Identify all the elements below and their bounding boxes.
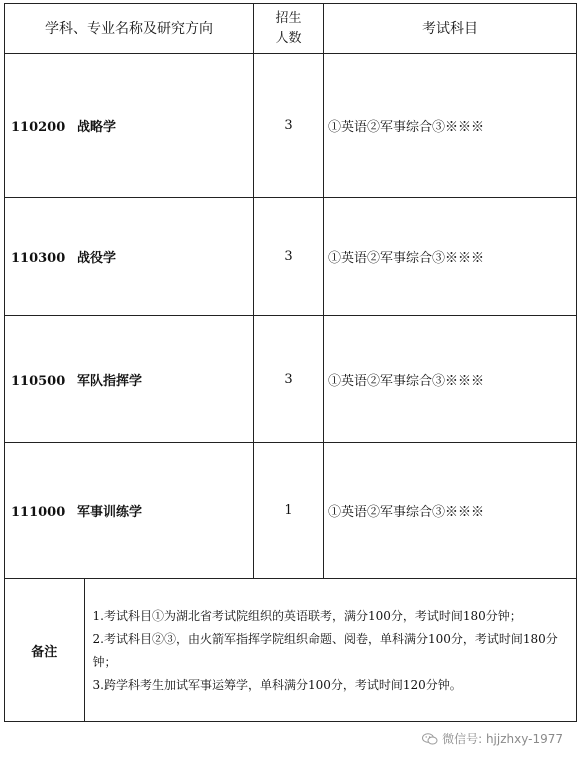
table-row [5, 198, 577, 316]
notes-row [5, 579, 577, 722]
major-name: 战役学 [77, 251, 117, 266]
enrollment-count: 3 [254, 54, 324, 198]
exam-subjects: ①英语②军事综合③※※※ [324, 54, 577, 198]
table-row [5, 316, 577, 443]
notes-body [84, 579, 576, 721]
enrollment-count: 3 [254, 316, 324, 443]
table-row [5, 443, 577, 579]
wechat-watermark [422, 730, 563, 747]
notes-container [5, 579, 577, 722]
major-cell [5, 198, 254, 316]
exam-subjects: ①英语②军事综合③※※※ [324, 443, 577, 579]
table-row [5, 54, 577, 198]
major-code: 111000 [11, 505, 66, 520]
header-count [254, 4, 324, 54]
note-item: 2.考试科目②③，由火箭军指挥学院组织命题、阅卷，单科满分100分，考试时间180分钟； [92, 632, 558, 669]
major-cell [5, 443, 254, 579]
major-cell [5, 316, 254, 443]
note-item: 3.跨学科考生加试军事运筹学，单科满分100分，考试时间120分钟。 [92, 678, 462, 692]
note-item: 1.考试科目①为湖北省考试院组织的英语联考，满分100分，考试时间180分钟； [92, 609, 522, 623]
watermark-text: 微信号: hjjzhxy-1977 [442, 732, 563, 746]
admissions-table [4, 3, 577, 722]
major-code: 110200 [11, 120, 66, 135]
major-code: 110500 [11, 373, 66, 389]
major-code: 110300 [11, 251, 66, 266]
header-count-line2: 人数 [275, 30, 302, 46]
header-count-line1: 招生 [275, 10, 302, 26]
notes-table [5, 579, 576, 721]
exam-subjects: ①英语②军事综合③※※※ [324, 316, 577, 443]
header-row [5, 4, 577, 54]
enrollment-count: 1 [254, 443, 324, 579]
major-cell [5, 54, 254, 198]
exam-subjects: ①英语②军事综合③※※※ [324, 198, 577, 316]
wechat-icon [422, 733, 438, 745]
header-subjects: 考试科目 [324, 4, 577, 54]
major-name: 军队指挥学 [77, 373, 143, 389]
enrollment-count: 3 [254, 198, 324, 316]
header-major: 学科、专业名称及研究方向 [5, 4, 254, 54]
major-name: 战略学 [77, 120, 117, 135]
major-name: 军事训练学 [77, 505, 143, 520]
notes-label: 备注 [5, 579, 84, 721]
